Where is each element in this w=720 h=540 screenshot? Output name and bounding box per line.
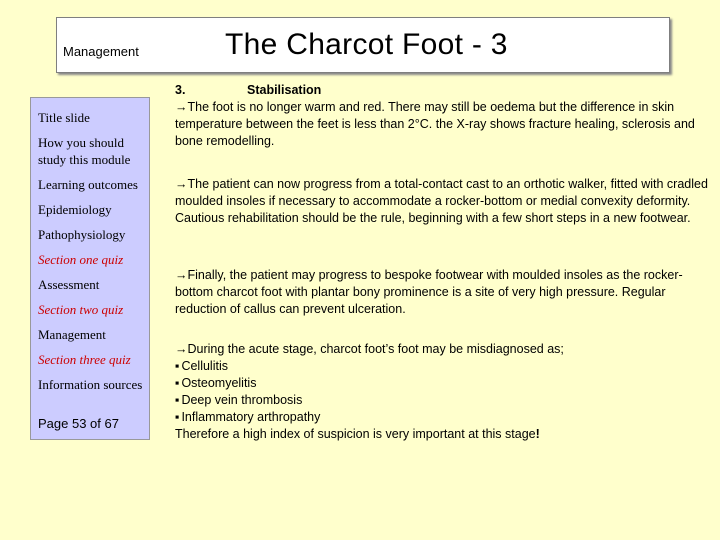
paragraph-4-text: During the acute stage, charcot foot’s foot may be misdiagnosed as; [187,342,564,356]
nav-item-management[interactable]: Management [38,327,106,342]
page-counter: Page 53 of 67 [38,416,119,431]
list-item: ▪ Deep vein thrombosis [175,392,710,409]
paragraph-3-text: Finally, the patient may progress to bespoke footwear with moulded insoles as the rocker-bottom charcot foot with plantar bony prominence is a site of very high pressure. Regular reduction of callus can prevent ulceration. [175,268,683,316]
nav-item-how-to-study[interactable]: How you should study this module [38,135,131,167]
paragraph-4 [175,341,710,443]
list-item: ▪ Cellulitis [175,358,710,375]
arrow-icon: → [175,268,188,282]
nav-item-information-sources[interactable]: Information sources [38,377,143,392]
nav-item-title-slide[interactable]: Title slide [38,110,90,125]
closing-text: Therefore a high index of suspicion is very important at this stage [175,427,536,441]
section-label: Management [63,44,139,59]
section-title: Stabilisation [247,83,322,97]
section-number: 3. [175,83,186,97]
header-box [56,17,670,73]
closing-line [175,426,710,443]
paragraph-1 [175,99,710,150]
navigation-panel [30,97,150,440]
page-title: The Charcot Foot - 3 [225,28,508,61]
nav-item-assessment[interactable]: Assessment [38,277,100,292]
section-heading-paragraph [175,82,710,150]
arrow-icon: → [175,100,188,114]
nav-item-section-two-quiz[interactable]: Section two quiz [38,302,124,317]
arrow-icon: → [175,177,188,191]
arrow-icon: → [175,342,188,356]
nav-item-learning-outcomes[interactable]: Learning outcomes [38,177,138,192]
paragraph-2 [175,176,710,227]
closing-mark: ! [535,427,540,441]
paragraph-2-text: The patient can now progress from a total-contact cast to an orthotic walker, fitted with cradled moulded insoles if necessary to accommodate a rocker-bottom or medial convexity deformity. Cautious rehabilitation should be the rule, beginning with a few short steps in a new footwear. [175,177,708,225]
nav-item-section-one-quiz[interactable]: Section one quiz [38,252,124,267]
nav-item-epidemiology[interactable]: Epidemiology [38,202,112,217]
nav-item-section-three-quiz[interactable]: Section three quiz [38,352,131,367]
misdiagnosis-list [175,358,710,426]
nav-item-pathophysiology[interactable]: Pathophysiology [38,227,126,242]
paragraph-3 [175,267,710,318]
list-item: ▪ Osteomyelitis [175,375,710,392]
paragraph-1-text: The foot is no longer warm and red. There may still be oedema but the difference in skin temperature between the feet is less than 2°C. the X-ray shows fracture healing, sclerosis and bone remodelling. [175,100,695,148]
list-item: ▪ Inflammatory arthropathy [175,409,710,426]
section-heading [175,82,710,99]
